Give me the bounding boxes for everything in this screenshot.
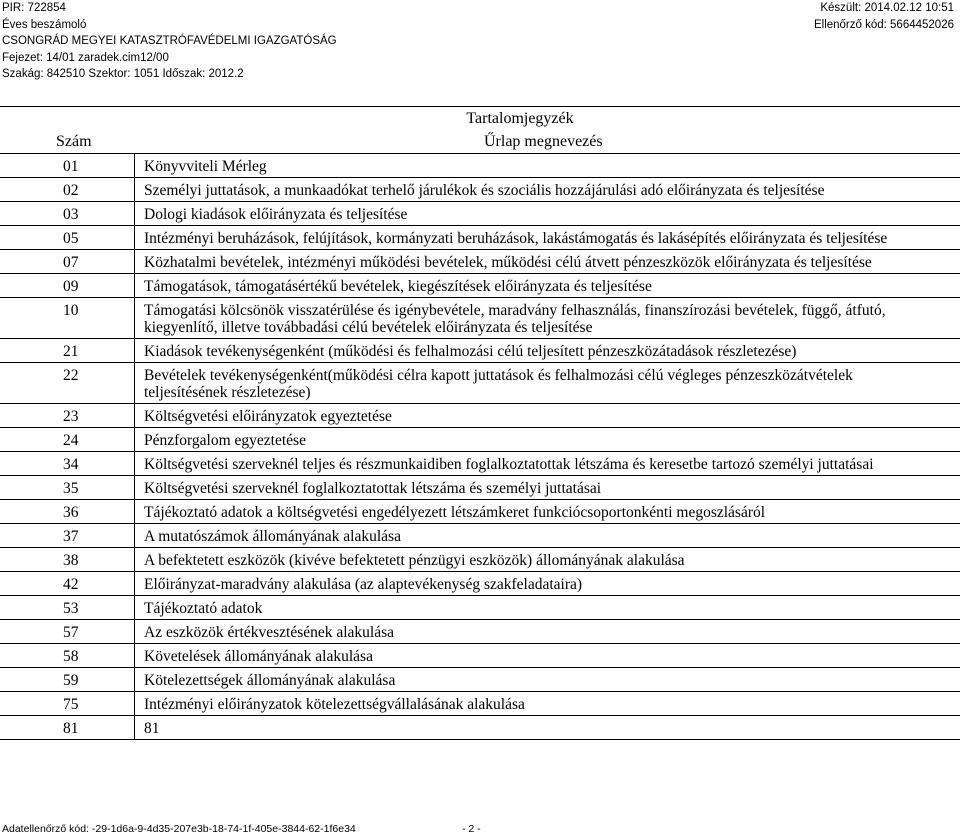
toc-row bbox=[0, 668, 960, 692]
form-name: Személyi juttatások, a munkaadókat terhelő járulékok és szociális hozzájárulási adó előirányzata és teljesítése bbox=[144, 182, 825, 199]
form-number: 59 bbox=[63, 672, 79, 689]
page-number: - 2 - bbox=[462, 823, 481, 835]
form-number: 21 bbox=[63, 343, 79, 360]
form-name: Bevételek tevékenységenként(működési célra kapott juttatások és felhalmozási célú végleges pénzeszközátvételek teljesítésének részletezése) bbox=[144, 367, 853, 401]
form-name: Követelések állományának alakulása bbox=[144, 648, 373, 665]
report-type-line: Éves beszámoló bbox=[2, 18, 87, 31]
toc-rows bbox=[0, 154, 960, 740]
form-number: 42 bbox=[63, 576, 79, 593]
toc-row bbox=[0, 476, 960, 500]
toc-row bbox=[0, 692, 960, 716]
form-number: 38 bbox=[63, 552, 79, 569]
toc-row bbox=[0, 363, 960, 404]
toc-row bbox=[0, 154, 960, 178]
toc-row bbox=[0, 548, 960, 572]
form-name: Pénzforgalom egyeztetése bbox=[144, 432, 306, 449]
toc-row bbox=[0, 339, 960, 363]
form-name: Dologi kiadások előirányzata és teljesítése bbox=[144, 206, 408, 223]
form-number: 34 bbox=[63, 456, 79, 473]
form-name: Támogatások, támogatásértékű bevételek, kiegészítések előirányzata és teljesítése bbox=[144, 278, 652, 295]
form-number: 37 bbox=[63, 528, 79, 545]
form-name: Könyvviteli Mérleg bbox=[144, 158, 267, 175]
toc-row bbox=[0, 202, 960, 226]
sector-line: Szakág: 842510 Szektor: 1051 Időszak: 2012.2 bbox=[2, 68, 244, 80]
created-line: Készült: 2014.02.12 10:51 bbox=[820, 2, 954, 14]
toc-row bbox=[0, 298, 960, 339]
form-number: 10 bbox=[63, 302, 79, 319]
toc-row bbox=[0, 524, 960, 548]
toc-row bbox=[0, 178, 960, 202]
pir-line: PIR: 722854 bbox=[2, 2, 66, 14]
table-of-contents bbox=[0, 106, 960, 740]
form-name: Tájékoztató adatok a költségvetési engedélyezett létszámkeret funkciócsoportonkénti megoszlásáról bbox=[144, 504, 766, 521]
form-number: 53 bbox=[63, 600, 79, 617]
form-name: A befektetett eszközök (kivéve befektetett pénzügyi eszközök) állományának alakulása bbox=[144, 552, 685, 569]
form-number: 05 bbox=[63, 230, 79, 247]
form-name: A mutatószámok állományának alakulása bbox=[144, 528, 401, 545]
toc-title: Tartalomjegyzék bbox=[466, 110, 574, 127]
form-number: 22 bbox=[63, 367, 79, 384]
toc-row bbox=[0, 226, 960, 250]
toc-row bbox=[0, 500, 960, 524]
form-number: 02 bbox=[63, 182, 79, 199]
form-number: 35 bbox=[63, 480, 79, 497]
form-name: Előirányzat-maradvány alakulása (az alaptevékenység szakfeladataira) bbox=[144, 576, 583, 593]
form-name: Tájékoztató adatok bbox=[144, 600, 263, 617]
form-number: 24 bbox=[63, 432, 79, 449]
institution-line: CSONGRÁD MEGYEI KATASZTRÓFAVÉDELMI IGAZGATÓSÁG bbox=[2, 35, 337, 47]
form-name: 81 bbox=[144, 720, 160, 737]
form-name: Költségvetési szerveknél foglalkoztatottak létszáma és személyi juttatásai bbox=[144, 480, 602, 497]
form-name: Kötelezettségek állományának alakulása bbox=[144, 672, 396, 689]
form-name: Az eszközök értékvesztésének alakulása bbox=[144, 624, 395, 641]
toc-row bbox=[0, 572, 960, 596]
footer-check-code: Adatellenőrző kód: -29-1d6a-9-4d35-207e3b-18-74-1f-405e-3844-62-1f6e34 bbox=[2, 823, 356, 835]
report-header-left bbox=[2, 0, 337, 83]
form-name: Költségvetési előirányzatok egyeztetése bbox=[144, 408, 392, 425]
form-number: 57 bbox=[63, 624, 79, 641]
form-number: 09 bbox=[63, 278, 79, 295]
form-number: 36 bbox=[63, 504, 79, 521]
column-divider bbox=[134, 153, 135, 740]
form-number: 03 bbox=[63, 206, 79, 223]
form-name: Költségvetési szerveknél teljes és részmunkaidiben foglalkoztatottak létszáma és keresetbe tartozó személyi juttatásai bbox=[144, 456, 874, 473]
col-number-header: Szám bbox=[56, 133, 92, 150]
form-number: 01 bbox=[63, 158, 79, 175]
toc-row bbox=[0, 428, 960, 452]
toc-column-header bbox=[0, 131, 960, 154]
col-name-header: Űrlap megnevezés bbox=[484, 133, 603, 150]
toc-row bbox=[0, 250, 960, 274]
form-number: 81 bbox=[63, 720, 79, 737]
form-number: 75 bbox=[63, 696, 79, 713]
form-number: 23 bbox=[63, 408, 79, 425]
form-name: Közhatalmi bevételek, intézményi működési bevételek, működési célú átvett pénzeszközök előirányzata és teljesítése bbox=[144, 254, 872, 271]
form-number: 58 bbox=[63, 648, 79, 665]
toc-row bbox=[0, 620, 960, 644]
check-code-line: Ellenőrző kód: 5664452026 bbox=[813, 18, 954, 31]
toc-row bbox=[0, 404, 960, 428]
report-header-right bbox=[814, 0, 954, 33]
form-name: Intézményi előirányzatok kötelezettségvállalásának alakulása bbox=[144, 696, 525, 713]
toc-row bbox=[0, 716, 960, 740]
toc-row bbox=[0, 274, 960, 298]
chapter-line: Fejezet: 14/01 zaradek.cim12/00 bbox=[2, 51, 169, 64]
form-name: Támogatási kölcsönök visszatérülése és igénybevétele, maradvány felhasználás, finanszírozási bevételek, függő, átfutó, kiegyenlítő, illetve továbbadási célú bevételek előirányzata és teljesítése bbox=[144, 302, 886, 336]
toc-row bbox=[0, 644, 960, 668]
form-number: 07 bbox=[63, 254, 79, 271]
form-name: Intézményi beruházások, felújítások, kormányzati beruházások, lakástámogatás és lakásépítés előirányzata és teljesítése bbox=[144, 230, 888, 247]
form-name: Kiadások tevékenységenként (működési és felhalmozási célú teljesített pénzeszközátadások részletezése) bbox=[144, 343, 797, 360]
toc-row bbox=[0, 452, 960, 476]
toc-row bbox=[0, 596, 960, 620]
